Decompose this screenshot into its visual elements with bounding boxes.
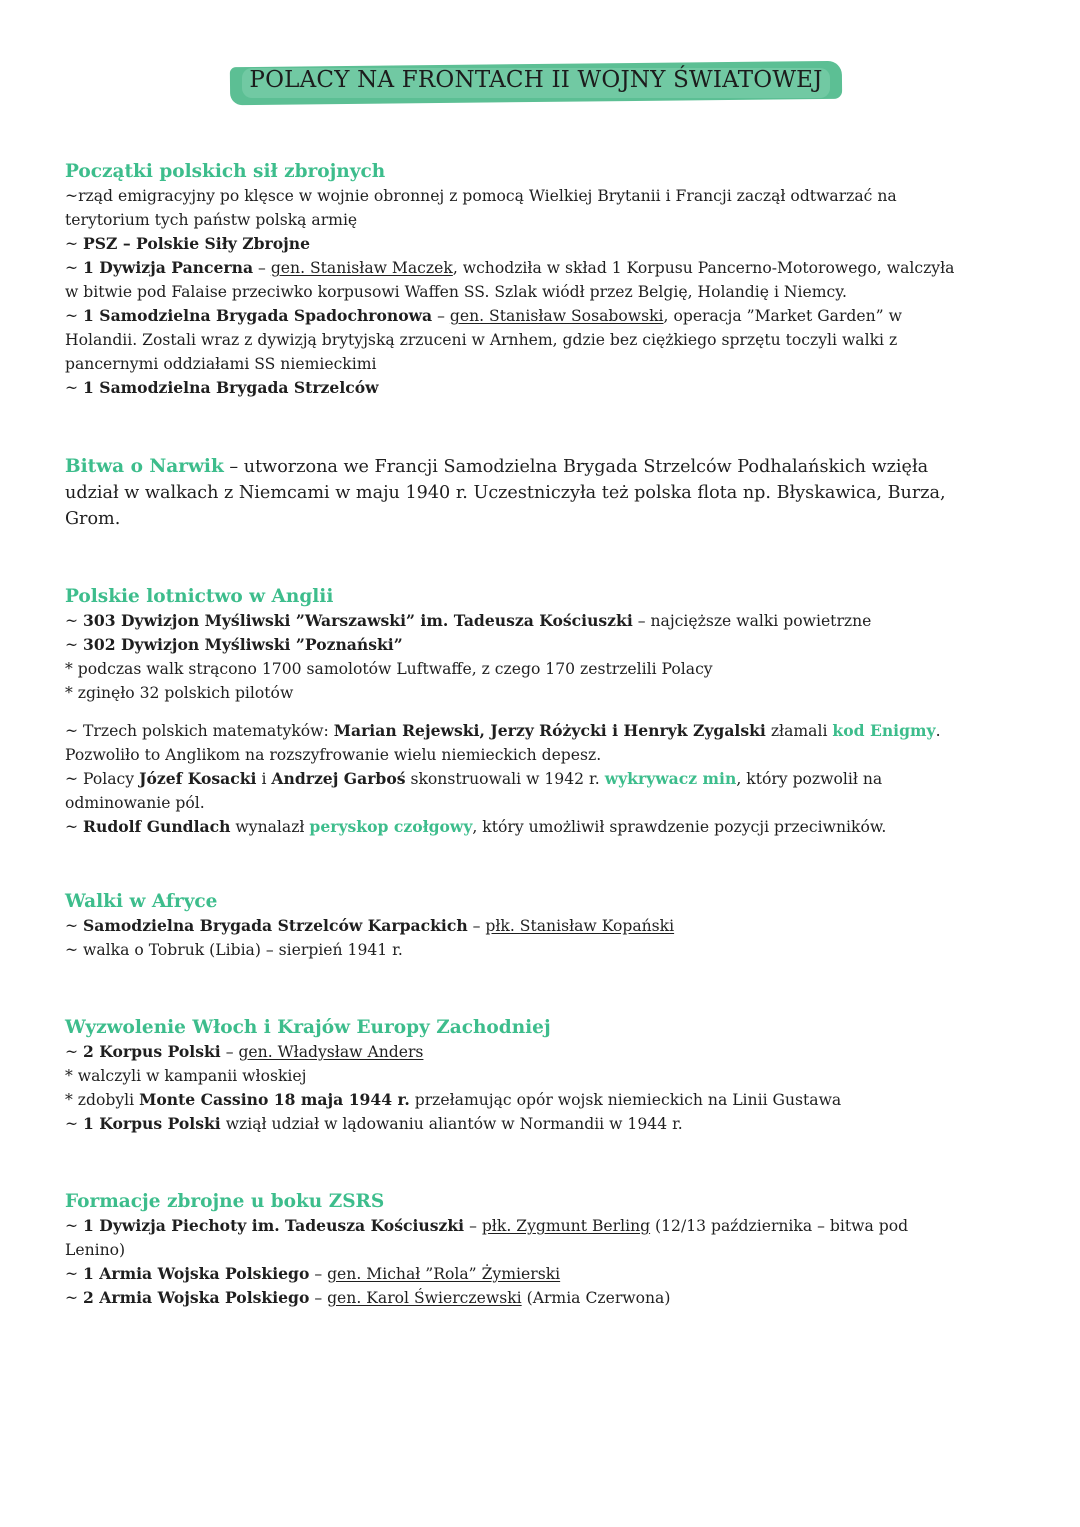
text-line: Grom. xyxy=(65,509,121,529)
list-item: ~ 2 Korpus Polski – gen. Władysław Anders xyxy=(65,1042,424,1061)
text-line: Lenino) xyxy=(65,1241,126,1259)
text-line: w bitwie pod Falaise przeciwko korpusowi Waffen SS. Szlak wiódł przez Belgię, Holandię i Niemcy. xyxy=(65,283,847,301)
list-item: ~ 303 Dywizjon Myśliwski ”Warszawski” im. Tadeusza Kościuszki – najcięższe walki powietrzne xyxy=(65,611,872,630)
text-line: Bitwa o Narwik – utworzona we Francji Samodzielna Brygada Strzelców Podhalańskich wzięła xyxy=(65,456,929,477)
text-line: udział w walkach z Niemcami w maju 1940 r. Uczestniczyła też polska flota np. Błyskawica, Burza, xyxy=(65,483,946,503)
page-title: POLACY NA FRONTACH II WOJNY ŚWIATOWEJ xyxy=(249,67,823,93)
section-poczatki xyxy=(65,160,1025,400)
list-item: ~ Trzech polskich matematyków: Marian Rejewski, Jerzy Różycki i Henryk Zygalski złamali kod Enigmy. xyxy=(65,721,941,740)
section-narwik xyxy=(65,454,1025,532)
section-heading: Wyzwolenie Włoch i Krajów Europy Zachodniej xyxy=(65,1017,551,1038)
section-heading: Walki w Afryce xyxy=(65,891,218,912)
section-zsrs xyxy=(65,1190,1025,1310)
list-item: ~ walka o Tobruk (Libia) – sierpień 1941 r. xyxy=(65,941,403,959)
list-item: * walczyli w kampanii włoskiej xyxy=(65,1067,307,1085)
section-wyzwolenie xyxy=(65,1016,1025,1136)
text-line: odminowanie pól. xyxy=(65,794,205,812)
list-item: ~ 1 Korpus Polski wziął udział w lądowaniu aliantów w Normandii w 1944 r. xyxy=(65,1114,683,1133)
section-heading: Polskie lotnictwo w Anglii xyxy=(65,586,334,607)
section-afryka xyxy=(65,890,1025,962)
text-line: * podczas walk strącono 1700 samolotów Luftwaffe, z czego 170 zestrzelili Polacy xyxy=(65,660,713,678)
list-item: * zdobyli Monte Cassino 18 maja 1944 r. przełamując opór wojsk niemieckich na Linii Gustawa xyxy=(65,1090,842,1109)
text-line: Pozwoliło to Anglikom na rozszyfrowanie wielu niemieckich depesz. xyxy=(65,746,602,764)
list-item: ~ 1 Dywizja Pancerna – gen. Stanisław Maczek, wchodziła w skład 1 Korpusu Pancerno-Motorowego, walczyła xyxy=(65,258,955,277)
section-lotnictwo xyxy=(65,585,1025,839)
list-item: ~ 1 Dywizja Piechoty im. Tadeusza Kościuszki – płk. Zygmunt Berling (12/13 października – bitwa pod xyxy=(65,1216,909,1235)
list-item: ~ Samodzielna Brygada Strzelców Karpackich – płk. Stanisław Kopański xyxy=(65,916,675,935)
text-line: terytorium tych państw polską armię xyxy=(65,211,358,229)
text-line: pancernymi oddziałami SS niemieckimi xyxy=(65,355,377,373)
title-banner xyxy=(230,60,842,110)
list-item: ~ 1 Samodzielna Brygada Strzelców xyxy=(65,378,379,397)
section-heading: Bitwa o Narwik xyxy=(65,456,224,477)
list-item: ~ 2 Armia Wojska Polskiego – gen. Karol Świerczewski (Armia Czerwona) xyxy=(65,1288,671,1307)
list-item: ~ PSZ – Polskie Siły Zbrojne xyxy=(65,234,311,253)
list-item: ~ 1 Armia Wojska Polskiego – gen. Michał ”Rola” Żymierski xyxy=(65,1264,561,1283)
list-item: ~ Rudolf Gundlach wynalazł peryskop czołgowy, który umożliwił sprawdzenie pozycji przeciwników. xyxy=(65,817,887,836)
text-line: * zginęło 32 polskich pilotów xyxy=(65,684,294,702)
section-heading: Formacje zbrojne u boku ZSRS xyxy=(65,1191,385,1212)
list-item: ~ Polacy Józef Kosacki i Andrzej Garboś skonstruowali w 1942 r. wykrywacz min, który pozwolił na xyxy=(65,769,883,788)
text-line: Holandii. Zostali wraz z dywizją brytyjską zrzuceni w Arnhem, gdzie bez ciężkiego sprzętu toczyli walki z xyxy=(65,331,898,349)
list-item: ~ 1 Samodzielna Brygada Spadochronowa – gen. Stanisław Sosabowski, operacja ”Market Garden” w xyxy=(65,306,902,325)
section-heading: Początki polskich sił zbrojnych xyxy=(65,161,386,182)
text-line: ~rząd emigracyjny po klęsce w wojnie obronnej z pomocą Wielkiej Brytanii i Francji zaczął odtwarzać na xyxy=(65,187,897,205)
list-item: ~ 302 Dywizjon Myśliwski ”Poznański” xyxy=(65,635,403,654)
